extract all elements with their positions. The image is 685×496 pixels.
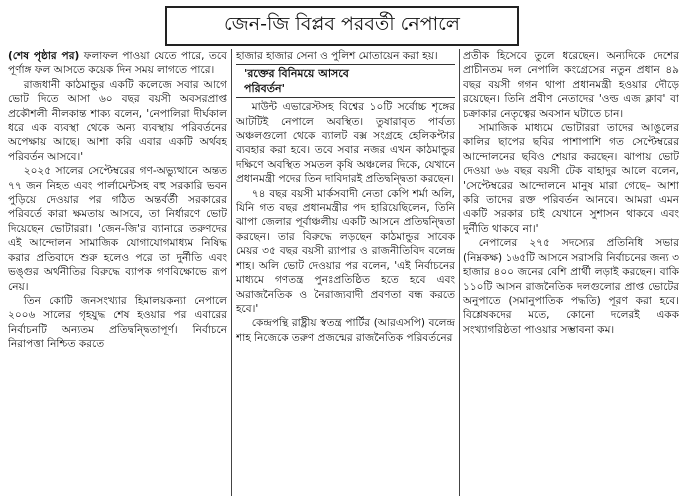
paragraph: হাজার হাজার সেনা ও পুলিশ মোতায়েন করা হয়। [236,50,438,62]
subhead-rule [236,64,455,65]
subheading-line: পরিবর্তন' [244,81,285,95]
article-column-3 [463,49,679,496]
article-column-1 [8,49,227,496]
paragraph: মাউন্ট এভারেস্টসহ বিশ্বের ১০টি সর্বোচ্চ শৃঙ্গের আটটিই নেপালে অবস্থিত। তুষারাবৃত পার্বত্য অঞ্চলগুলো থেকে ব্যালট বক্স সংগ্রহে হেলিকপ্টার ব্যবহার করা হবে। তবে সবার নজর এখন কাঠমান্ডুর দক্ষিণে অবস্থিত সমতল কৃষি অঞ্চলের দিকে, যেখানে প্রধানমন্ত্রী পদের তিন দাবিদারই প্রতিদ্বন্দ্বিতা করছেন। [236,101,455,186]
subheading [236,67,455,96]
paragraph-text: ফলাফল পাওয়া যেতে পারে, তবে পূর্ণাঙ্গ ফল আসতে কয়েক দিন সময় লাগতে পারে। [8,50,227,77]
column-divider [459,49,460,496]
continued-from-marker: (শেষ পৃষ্ঠার পর) [8,50,80,62]
headline-box [165,6,519,46]
article-column-2 [236,49,455,496]
paragraph: ২০২৫ সালের সেপ্টেম্বরের গণ-অভ্যুত্থানে অন্তত ৭৭ জন নিহত এবং পার্লামেন্টসহ বহু সরকারি ভবন পুড়িয়ে দেওয়ার পর গঠিত অন্তর্বর্তী সরকারের পরিবর্তে কারা ক্ষমতায় আসবে, তা নির্ধারণে ভোট দিয়েছেন ভোটাররা। 'জেন-জি'র ব্যানারে তরুণদের এই আন্দোলন সামাজিক যোগাযোগমাধ্যম নিষিদ্ধ করার প্রতিবাদে শুরু হলেও পরে তা দুর্নীতি এবং ভঙ্গুর অর্থনীতির বিরুদ্ধে ব্যাপক গণবিক্ষোভে রূপ নেয়। [8,165,227,293]
paragraph: রাজধানী কাঠমান্ডুর একটি কলেজে সবার আগে ভোট দিতে আসা ৬০ বছর বয়সী অবসরপ্রাপ্ত প্রকৌশলী নীলকান্ত শাক্য বলেন, 'নেপালিরা দীর্ঘকাল ধরে এক ব্যবস্থা থেকে অন্য ব্যবস্থায় পরিবর্তনের অপেক্ষায় আছে। আশা করি এবার একটি অর্থবহ পরিবর্তন আসবে।' [8,78,227,163]
paragraph: কেন্দ্রপন্থি রাষ্ট্রীয় স্বতন্ত্র পার্টির (আরএসপি) বলেন্দ্র শাহ নিজেকে তরুণ প্রজন্মের রাজনৈতিক পরিবর্তনের [236,317,455,344]
paragraph [8,49,227,78]
column-divider [231,49,232,496]
subhead-rule [236,97,455,98]
paragraph: নেপালের ২৭৫ সদস্যের প্রতিনিধি সভার (নিম্নকক্ষ) ১৬৫টি আসনে সরাসরি নির্বাচনের জন্য ৩ হাজার ৪০০ জনের বেশি প্রার্থী লড়াই করছেন। বাকি ১১০টি আসন রাজনৈতিক দলগুলোর প্রাপ্ত ভোটের অনুপাতে (সমানুপাতিক পদ্ধতি) পূরণ করা হবে। বিশ্লেষকদের মতে, কোনো দলেরই একক সংখ্যাগরিষ্ঠতা পাওয়ার সম্ভাবনা কম। [463,237,679,336]
paragraph: প্রতীক হিসেবে তুলে ধরেছেন। অন্যদিকে দেশের প্রাচীনতম দল নেপালি কংগ্রেসের নতুন প্রধান ৪৯ বছর বয়সী গগন থাপা প্রধানমন্ত্রী হওয়ার দৌড়ে রয়েছেন। তিনি প্রবীণ নেতাদের 'ওল্ড এজ ক্লাব' বা চক্রাকার নেতৃত্বের অবসান ঘটাতে চান। [463,50,679,120]
paragraph: তিন কোটি জনসংখ্যার হিমালয়কন্যা নেপালে ২০০৬ সালের গৃহযুদ্ধ শেষ হওয়ার পর এবারের নির্বাচনটি অন্যতম প্রতিদ্বন্দ্বিতাপূর্ণ। নির্বাচনে নিরাপত্তা নিশ্চিত করতে [8,294,227,351]
subheading-line: 'রক্তের বিনিময়ে আসবে [244,67,349,81]
paragraph: ৭৪ বছর বয়সী মার্কসবাদী নেতা কেপি শর্মা অলি, যিনি গত বছর প্রধানমন্ত্রীর পদ হারিয়েছিলেন, তিনি ঝাপা জেলার পূর্বাঞ্চলীয় একটি আসনে প্রতিদ্বন্দ্বিতা করছেন। তার বিরুদ্ধে লড়ছেন কাঠমান্ডুর সাবেক মেয়র ৩৫ বছর বয়সী র‍্যাপার ও রাজনীতিবিদ বলেন্দ্র শাহ। অলি ভোট দেওয়ার পর বলেন, 'এই নির্বাচনের মাধ্যমে গণতন্ত্র পুনঃপ্রতিষ্ঠিত হতে হবে এবং অরাজনৈতিক ও নৈরাজ্যবাদী প্রবণতা বন্ধ করতে হবে।' [236,187,455,315]
paragraph: সামাজিক মাধ্যমে ভোটাররা তাদের আঙুলের কালির ছাপের ছবির পাশাপাশি গত সেপ্টেম্বরের আন্দোলনের ছবিও শেয়ার করছেন। ঝাপায় ভোট দেওয়া ৬৬ বছর বয়সী টেক বাহাদুর আলে বলেন, 'সেপ্টেম্বরের আন্দোলনে মানুষ মারা গেছে– আশা করি তাদের রক্ত পরিবর্তন আনবে। আমরা এমন একটি সরকার চাই যেখানে সুশাসন থাকবে এবং দুর্নীতি থাকবে না।' [463,122,679,235]
headline: জেন-জি বিপ্লব পরবর্তী নেপালে [224,13,460,35]
